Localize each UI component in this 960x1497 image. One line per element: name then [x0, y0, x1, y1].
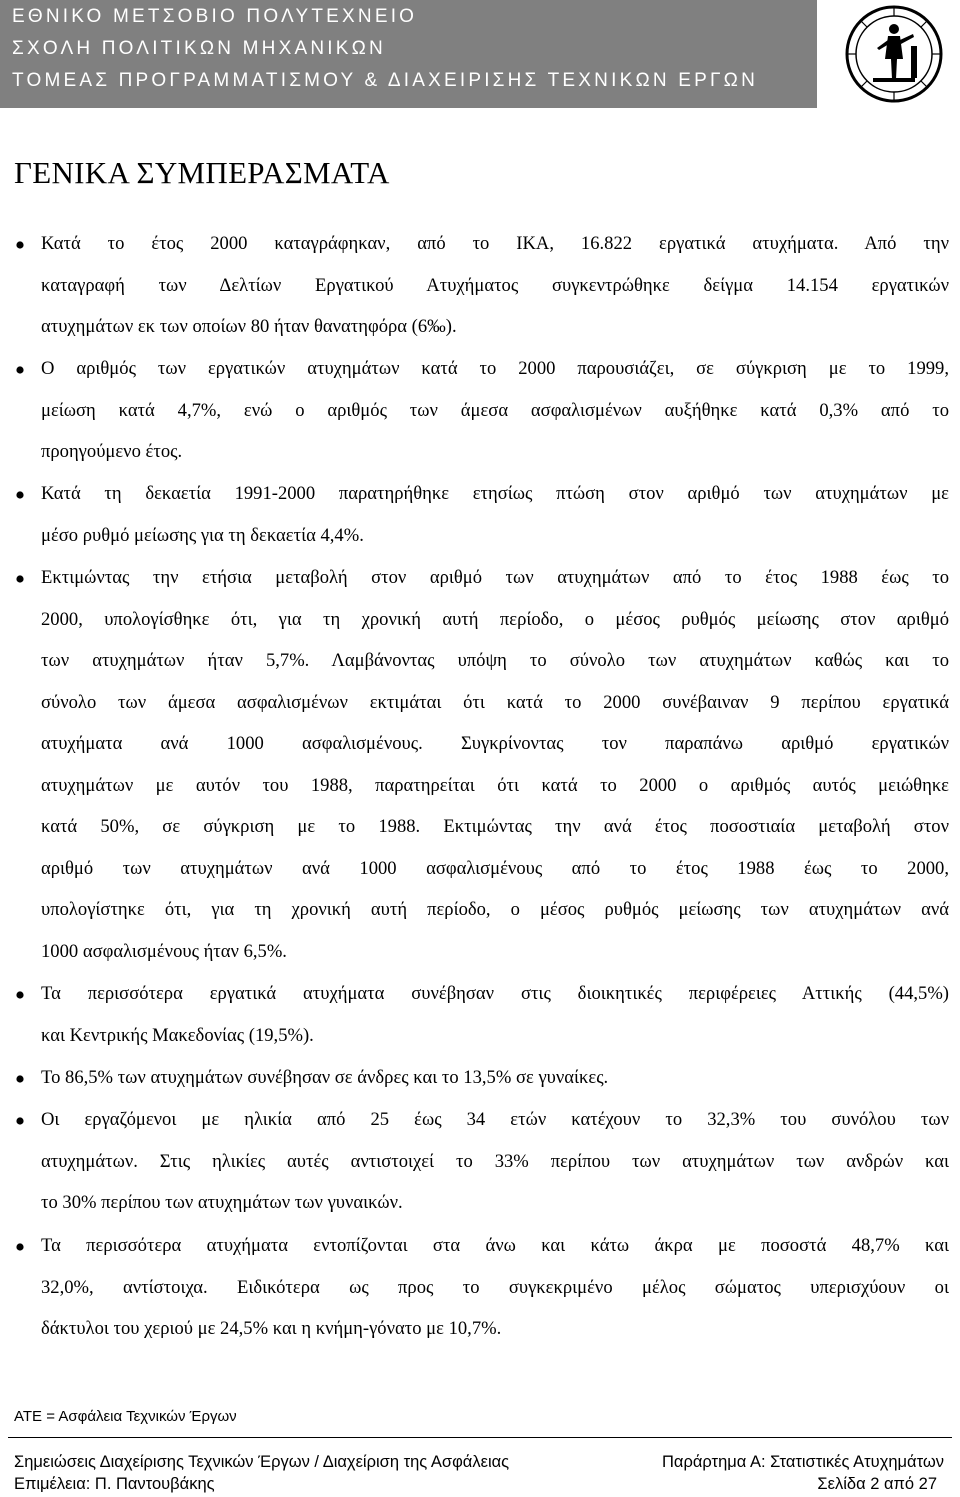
text-line: κατά 50%, σε σύγκριση με το 1988. Εκτιμώντας την ανά έτος ποσοστιαία μεταβολή στον: [41, 816, 949, 837]
text-line: Εκτιμώντας την ετήσια μεταβολή στον αριθμό των ατυχημάτων από το έτος 1988 έως το: [41, 567, 949, 588]
bullet-icon: [14, 989, 26, 1001]
bullet-icon: [14, 239, 26, 251]
bullet-icon: [14, 573, 26, 585]
footer-course-title: Σημειώσεις Διαχείρισης Τεχνικών Έργων / Διαχείριση της Ασφάλειας: [14, 1453, 510, 1471]
text-line: μέσο ρυθμό μείωσης για τη δεκαετία 4,4%.: [41, 524, 364, 546]
conclusion-item: [41, 557, 949, 972]
conclusion-item: [41, 1099, 949, 1224]
footer-appendix-title: Παράρτημα Α: Στατιστικές Ατυχημάτων: [662, 1453, 944, 1471]
footnote: ΑΤΕ = Ασφάλεια Τεχνικών Έργων: [14, 1408, 237, 1425]
text-line: 32,0%, αντίστοιχα. Ειδικότερα ως προς το συγκεκριμένο μέλος σώματος υπερισχύουν οι: [41, 1276, 949, 1298]
text-line: και Κεντρικής Μακεδονίας (19,5%).: [41, 1024, 314, 1046]
text-line: Το 86,5% των ατυχημάτων συνέβησαν σε άνδρες και το 13,5% σε γυναίκες.: [41, 1067, 609, 1088]
header-department: ΤΟΜΕΑΣ ΠΡΟΓΡΑΜΜΑΤΙΣΜΟΥ & ΔΙΑΧΕΙΡΙΣΗΣ ΤΕΧΝΙΚΩΝ ΕΡΓΩΝ: [12, 70, 758, 91]
text-line: ατυχήματα ανά 1000 ασφαλισμένους. Συγκρίνοντας τον παραπάνω αριθμό εργατικών: [41, 733, 949, 754]
header-school: ΣΧΟΛΗ ΠΟΛΙΤΙΚΩΝ ΜΗΧΑΝΙΚΩΝ: [12, 38, 386, 59]
conclusion-item: [41, 1057, 949, 1099]
page-title: ΓΕΝΙΚΑ ΣΥΜΠΕΡΑΣΜΑΤΑ: [14, 155, 390, 190]
text-line: σύνολο των άμεσα ασφαλισμένων εκτιμάται ότι κατά το 2000 συνέβαιναν 9 περίπου εργατικά: [41, 691, 949, 713]
text-line: δάκτυλοι του χεριού με 24,5% και η κνήμη-γόνατο με 10,7%.: [41, 1318, 502, 1339]
text-line: των ατυχημάτων ήταν 5,7%. Λαμβάνοντας υπόψη το σύνολο των ατυχημάτων καθώς και το: [41, 650, 949, 671]
conclusion-item: [41, 348, 949, 473]
conclusion-item: [41, 223, 949, 348]
bullet-icon: [14, 1073, 26, 1085]
bullet-icon: [14, 1115, 26, 1127]
text-line: Κατά το έτος 2000 καταγράφηκαν, από το ΙΚΑ, 16.822 εργατικά ατυχήματα. Από την: [41, 233, 949, 254]
text-line: καταγραφή των Δελτίων Εργατικού Ατυχήματος συγκεντρώθηκε δείγμα 14.154 εργατικών: [41, 274, 949, 296]
footer-editor: Επιμέλεια: Π. Παντουβάκης: [14, 1475, 215, 1493]
text-line: το 30% περίπου των ατυχημάτων των γυναικών.: [41, 1192, 403, 1213]
conclusion-item: [41, 973, 949, 1056]
bullet-icon: [14, 1241, 26, 1253]
bullet-icon: [14, 489, 26, 501]
conclusion-item: [41, 473, 949, 556]
text-line: ατυχημάτων με αυτόν του 1988, παρατηρείται ότι κατά το 2000 ο αριθμός αυτός μειώθηκε: [41, 774, 949, 796]
bullet-icon: [14, 364, 26, 376]
text-line: υπολογίστηκε ότι, για τη χρονική αυτή περίοδο, ο μέσος ρυθμός μείωσης των ατυχημάτων ανά: [41, 899, 949, 920]
text-line: αριθμό των ατυχημάτων ανά 1000 ασφαλισμένους από το έτος 1988 έως το 2000,: [41, 857, 949, 879]
text-line: ατυχημάτων εκ των οποίων 80 ήταν θανατηφόρα (6‰).: [41, 316, 457, 337]
text-line: Τα περισσότερα εργατικά ατυχήματα συνέβησαν στις διοικητικές περιφέρειες Αττικής (44,5%): [41, 983, 949, 1004]
text-line: Ο αριθμός των εργατικών ατυχημάτων κατά το 2000 παρουσιάζει, σε σύγκριση με το 1999,: [41, 358, 949, 379]
text-line: Κατά τη δεκαετία 1991-2000 παρατηρήθηκε ετησίως πτώση στον αριθμό των ατυχημάτων με: [41, 483, 949, 504]
text-line: 1000 ασφαλισμένους ήταν 6,5%.: [41, 940, 287, 962]
conclusion-item: [41, 1225, 949, 1350]
header-university: ΕΘΝΙΚΟ ΜΕΤΣΟΒΙΟ ΠΟΛΥΤΕΧΝΕΙΟ: [12, 6, 418, 27]
footer-page-number: Σελίδα 2 από 27: [817, 1475, 937, 1493]
footer-divider: [8, 1437, 952, 1438]
text-line: 2000, υπολογίσθηκε ότι, για τη χρονική αυτή περίοδο, ο μέσος ρυθμός μείωσης στον αριθμό: [41, 608, 949, 630]
text-line: μείωση κατά 4,7%, ενώ ο αριθμός των άμεσα ασφαλισμένων αυξήθηκε κατά 0,3% από το: [41, 399, 949, 421]
text-line: Τα περισσότερα ατυχήματα εντοπίζονται στα άνω και κάτω άκρα με ποσοστά 48,7% και: [41, 1235, 949, 1256]
text-line: Οι εργαζόμενοι με ηλικία από 25 έως 34 ετών κατέχουν το 32,3% του συνόλου των: [41, 1109, 949, 1130]
text-line: ατυχημάτων. Στις ηλικίες αυτές αντιστοιχεί το 33% περίπου των ατυχημάτων των ανδρών και: [41, 1150, 949, 1172]
text-line: προηγούμενο έτος.: [41, 441, 183, 462]
